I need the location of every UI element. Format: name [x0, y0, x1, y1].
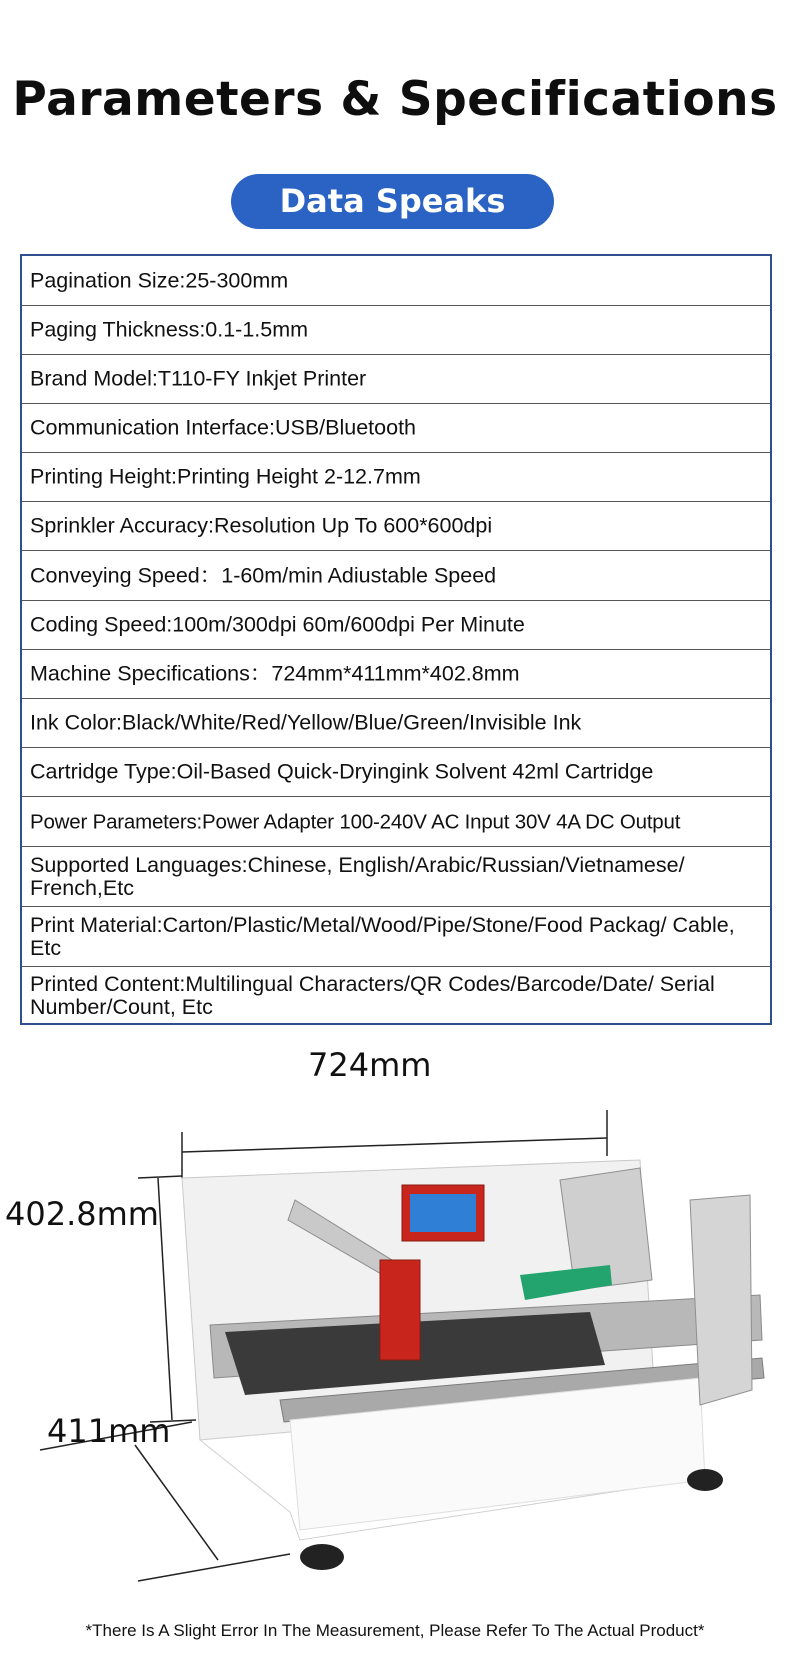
spec-row [22, 650, 770, 699]
printer-body [182, 1160, 764, 1570]
spec-row [22, 797, 770, 847]
specifications-table [20, 254, 772, 1025]
spec-row [22, 748, 770, 797]
measurement-footnote: *There Is A Slight Error In The Measurement, Please Refer To The Actual Product* [85, 1621, 705, 1640]
width-label: 724mm [308, 1046, 432, 1084]
printer-illustration [0, 1060, 790, 1615]
spec-text: Machine Specifications：724mm*411mm*402.8mm [30, 661, 520, 686]
spec-row [22, 907, 770, 967]
spec-row [22, 256, 770, 306]
spec-text: Sprinkler Accuracy:Resolution Up To 600*600dpi [30, 513, 493, 538]
spec-text: Supported Languages:Chinese, English/Arabic/Russian/Vietnamese/ French,Etc [30, 852, 685, 900]
spec-text: Printing Height:Printing Height 2-12.7mm [30, 464, 421, 489]
spec-row [22, 306, 770, 355]
spec-text: Print Material:Carton/Plastic/Metal/Wood/Pipe/Stone/Food Packag/ Cable, Etc [30, 912, 735, 960]
spec-row [22, 453, 770, 502]
height-label: 402.8mm [5, 1195, 159, 1233]
spec-row [22, 551, 770, 601]
depth-label: 411mm [47, 1412, 171, 1450]
spec-text: Ink Color:Black/White/Red/Yellow/Blue/Green/Invisible Ink [30, 710, 582, 735]
spec-row [22, 355, 770, 404]
page-title: Parameters & Specifications [12, 72, 778, 127]
spec-text: Communication Interface:USB/Bluetooth [30, 415, 417, 440]
spec-row [22, 601, 770, 650]
spec-row [22, 847, 770, 907]
spec-text: Brand Model:T110-FY Inkjet Printer [30, 366, 367, 391]
spec-text: Coding Speed:100m/300dpi 60m/600dpi Per Minute [30, 612, 525, 637]
spec-text: Cartridge Type:Oil-Based Quick-Dryingink Solvent 42ml Cartridge [30, 759, 654, 784]
spec-row [22, 502, 770, 551]
spec-text: Conveying Speed：1-60m/min Adiustable Speed [30, 563, 497, 587]
spec-row [22, 967, 770, 1025]
spec-text: Printed Content:Multilingual Characters/QR Codes/Barcode/Date/ Serial Number/Count, Etc [30, 972, 715, 1019]
spec-text: Pagination Size:25-300mm [30, 268, 289, 292]
spec-text: Paging Thickness:0.1-1.5mm [30, 317, 309, 342]
spec-row [22, 699, 770, 748]
spec-text: Power Parameters:Power Adapter 100-240V AC Input 30V 4A DC Output [30, 810, 681, 833]
product-figure [0, 1046, 790, 1615]
data-speaks-badge: Data Speaks [231, 174, 554, 229]
spec-row [22, 404, 770, 453]
